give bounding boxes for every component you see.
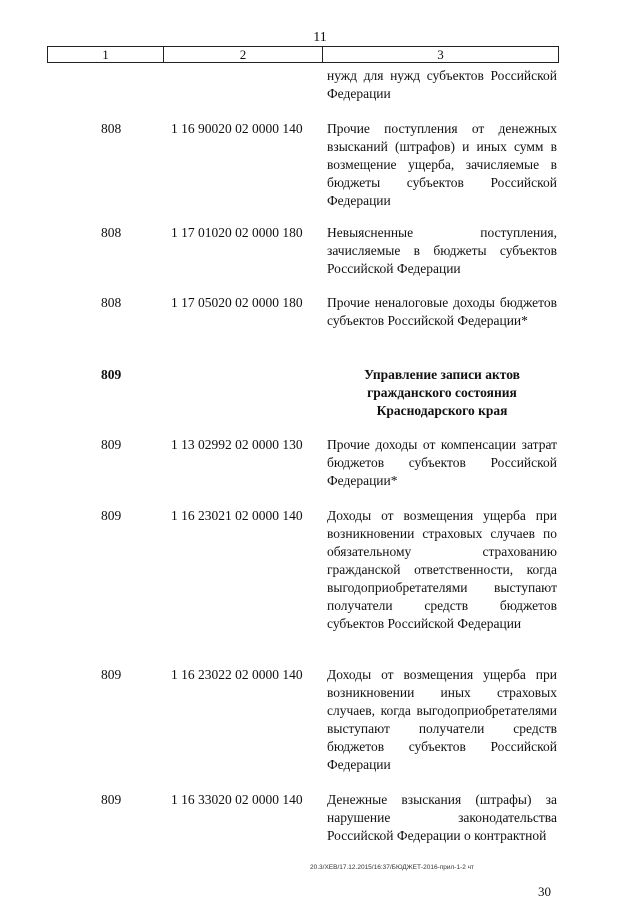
- admin-code: 809: [101, 792, 122, 807]
- admin-code: 809: [101, 667, 122, 682]
- sheet-number: 30: [538, 884, 551, 899]
- admin-code: 809: [101, 437, 122, 452]
- revenue-code: 1 17 01020 02 0000 180: [171, 225, 303, 240]
- continuation-text: нужд для нужд субъектов Российской Федерации: [327, 68, 557, 101]
- revenue-code: 1 16 90020 02 0000 140: [171, 121, 303, 136]
- revenue-description: Доходы от возмещения ущерба при возникновении иных страховых случаев, когда выгодоприобретателями выступают получатели средств бюджетов субъектов Российской Федерации: [327, 667, 557, 772]
- document-footer: 20.3/ХЕВ/17.12.2015/16:37/БЮДЖЕТ-2016-прил-1-2 чт: [310, 864, 475, 871]
- revenue-description: Прочие поступления от денежных взысканий (штрафов) и иных сумм в возмещение ущерба, зачисляемые в бюджеты субъектов Российской Федерации: [327, 121, 557, 208]
- page-number: 11: [313, 30, 327, 45]
- revenue-code: 1 13 02992 02 0000 130: [171, 437, 303, 452]
- revenue-code: 1 16 23022 02 0000 140: [171, 667, 303, 682]
- admin-code: 809: [101, 367, 122, 382]
- column-header-table: [47, 46, 559, 63]
- revenue-description: Доходы от возмещения ущерба при возникновении страховых случаев по обязательному страхованию гражданской ответственности, когда выгодоприобретателями выступают получатели средств бюджетов субъектов Российской Федерации: [327, 508, 557, 631]
- revenue-code: 1 16 33020 02 0000 140: [171, 792, 303, 807]
- admin-code: 808: [101, 225, 122, 240]
- column-header-3: 3: [323, 47, 559, 63]
- revenue-description: Прочие доходы от компенсации затрат бюджетов субъектов Российской Федерации*: [327, 437, 557, 488]
- department-name: Управление записи актов гражданского состояния Краснодарского края: [364, 367, 520, 418]
- revenue-description: Денежные взыскания (штрафы) за нарушение законодательства Российской Федерации о контрактной: [327, 792, 557, 843]
- revenue-description: Прочие неналоговые доходы бюджетов субъектов Российской Федерации*: [327, 295, 557, 328]
- admin-code: 809: [101, 508, 122, 523]
- column-header-1: 1: [48, 47, 164, 63]
- admin-code: 808: [101, 295, 122, 310]
- column-header-2: 2: [164, 47, 323, 63]
- revenue-description: Невыясненные поступления, зачисляемые в бюджеты субъектов Российской Федерации: [327, 225, 557, 276]
- revenue-code: 1 16 23021 02 0000 140: [171, 508, 303, 523]
- admin-code: 808: [101, 121, 122, 136]
- revenue-code: 1 17 05020 02 0000 180: [171, 295, 303, 310]
